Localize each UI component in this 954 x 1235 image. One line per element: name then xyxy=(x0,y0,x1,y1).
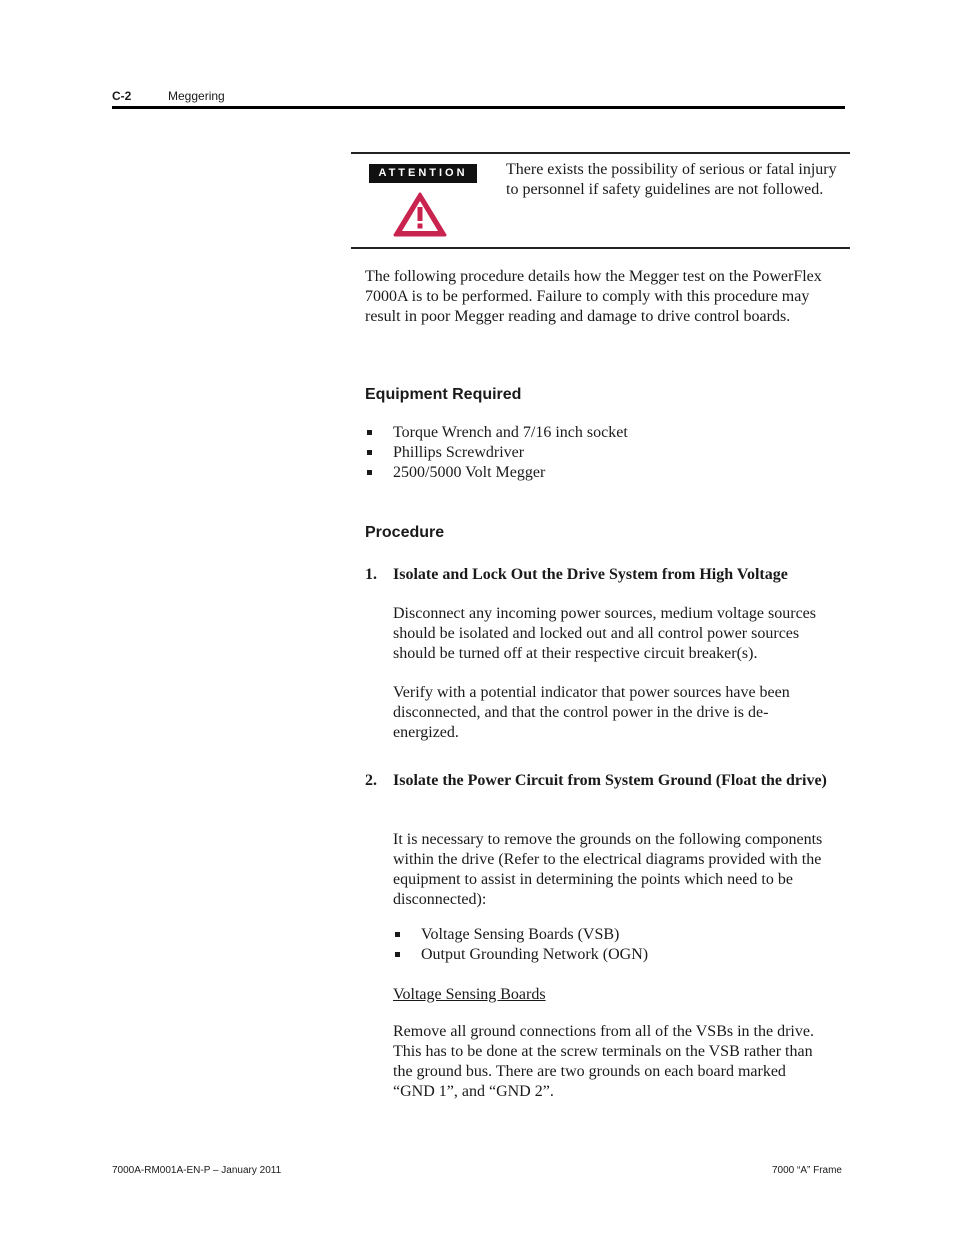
intro-paragraph: The following procedure details how the Megger test on the PowerFlex 7000A is to be performed. Failure to comply with this procedure may result in poor Megger reading and damage to drive control boards. xyxy=(365,268,822,325)
list-item: Output Grounding Network (OGN) xyxy=(393,945,833,965)
ground-components-list xyxy=(393,925,833,965)
equipment-list xyxy=(365,423,835,483)
step-1-title xyxy=(365,565,835,585)
bullet-icon xyxy=(367,470,372,475)
list-item: Voltage Sensing Boards (VSB) xyxy=(393,925,833,945)
equipment-heading: Equipment Required xyxy=(365,386,522,403)
bullet-icon xyxy=(367,430,372,435)
procedure-heading: Procedure xyxy=(365,524,445,541)
step-1-paragraph-2: Verify with a potential indicator that power sources have been disconnected, and that the control power in the drive is de-energized. xyxy=(393,684,790,741)
vsb-subheading: Voltage Sensing Boards xyxy=(393,986,546,1003)
step-2-paragraph: It is necessary to remove the grounds on the following components within the drive (Refer to the electrical diagrams provided with the equipment to assist in determining the points which need to be disconnected): xyxy=(393,831,823,908)
footer-product: 7000 “A” Frame xyxy=(771,1165,842,1176)
warning-triangle-icon xyxy=(392,190,448,243)
vsb-paragraph: Remove all ground connections from all of the VSBs in the drive. This has to be done at the screw terminals on the VSB rather than the ground bus. There are two grounds on each board marked “GND 1”, and “GND 2”. xyxy=(393,1023,814,1100)
attention-box xyxy=(351,152,850,249)
list-item: Torque Wrench and 7/16 inch socket xyxy=(365,423,835,443)
step-number: 2. xyxy=(365,772,377,789)
step-number: 1. xyxy=(365,566,377,583)
step-2-title xyxy=(365,771,835,791)
bullet-icon xyxy=(395,952,400,957)
list-item: Phillips Screwdriver xyxy=(365,443,835,463)
section-number: C-2 xyxy=(112,89,132,103)
header-rule xyxy=(112,106,845,109)
attention-label: ATTENTION xyxy=(369,164,477,183)
bullet-icon xyxy=(395,932,400,937)
attention-text: There exists the possibility of serious or fatal injury to personnel if safety guidelines are not followed. xyxy=(506,161,837,198)
step-title: Isolate and Lock Out the Drive System from High Voltage xyxy=(393,566,788,583)
footer-publication: 7000A-RM001A-EN-P – January 2011 xyxy=(112,1165,282,1176)
step-title: Isolate the Power Circuit from System Ground (Float the drive) xyxy=(393,772,827,789)
chapter-title: Meggering xyxy=(168,89,225,103)
list-item: 2500/5000 Volt Megger xyxy=(365,463,835,483)
bullet-icon xyxy=(367,450,372,455)
step-1-paragraph-1: Disconnect any incoming power sources, medium voltage sources should be isolated and locked out and all control power sources should be turned off at their respective circuit breaker(s). xyxy=(393,605,816,662)
